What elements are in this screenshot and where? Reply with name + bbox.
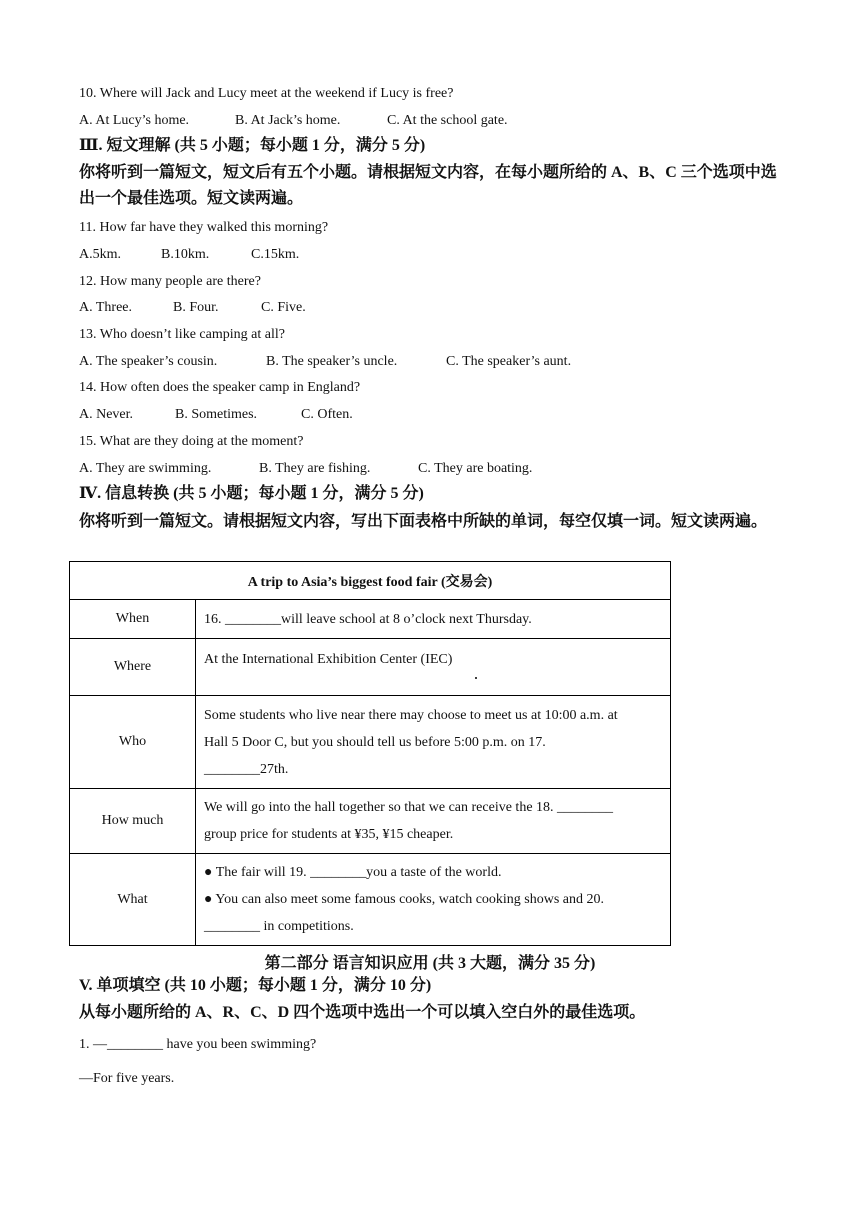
question-15: 15. What are they doing at the moment? [79, 434, 304, 449]
row-key: Who [70, 696, 196, 789]
answer-1: —For five years. [79, 1071, 175, 1086]
option-b: B.10km. [161, 247, 210, 262]
row-value [196, 639, 671, 696]
option-a: A. Never. [79, 407, 134, 422]
table-row [70, 696, 671, 789]
table-row [70, 600, 671, 639]
row-key: How much [70, 789, 196, 854]
row-key: When [70, 600, 196, 639]
table-row [70, 789, 671, 854]
option-b: B. They are fishing. [259, 461, 371, 476]
row-line: At the International Exhibition Center (IEC) [204, 652, 453, 667]
section-5-instruction: 从每小题所给的 A、R、C、D 四个选项中选出一个可以填入空白外的最佳选项。 [79, 1004, 646, 1021]
option-c: C. They are boating. [418, 461, 533, 476]
option-b: B. The speaker’s uncle. [266, 354, 398, 369]
section-3-instruction: 你将听到一篇短文，短文后有五个小题。请根据短文内容，在每小题所给的 A、B、C 三个选项中选出一个最佳选项。短文读两遍。 [79, 164, 777, 207]
table-title: A trip to Asia’s biggest food fair (交易会) [70, 562, 671, 600]
option-c: C. Often. [301, 407, 353, 422]
row-line: Some students who live near there may choose to meet us at 10:00 a.m. at [204, 707, 618, 723]
section-4-heading: Ⅳ. 信息转换 (共 5 小题；每小题 1 分，满分 5 分) [79, 485, 424, 502]
stray-dot [475, 677, 477, 679]
section-4-instruction: 你将听到一篇短文。请根据短文内容，写出下面表格中所缺的单词，每空仅填一词。短文读两遍。 [79, 513, 768, 530]
part-2-title: 第二部分 语言知识应用 (共 3 大题，满分 35 分) [264, 955, 596, 972]
table-row [70, 854, 671, 946]
section-3-heading: Ⅲ. 短文理解 (共 5 小题；每小题 1 分，满分 5 分) [79, 137, 426, 154]
section-5-heading: V. 单项填空 (共 10 小题；每小题 1 分，满分 10 分) [79, 977, 432, 994]
row-value [196, 854, 671, 946]
option-a: A. They are swimming. [79, 461, 212, 476]
question-1: 1. —________ have you been swimming? [79, 1037, 317, 1052]
option-c: C. Five. [261, 300, 306, 315]
question-10: 10. Where will Jack and Lucy meet at the weekend if Lucy is free? [79, 86, 454, 101]
question-14: 14. How often does the speaker camp in England? [79, 380, 361, 395]
row-key: What [70, 854, 196, 946]
row-line: 16. ________will leave school at 8 o’clock next Thursday. [204, 611, 532, 627]
row-line: Hall 5 Door C, but you should tell us before 5:00 p.m. on 17. [204, 734, 546, 750]
option-c: C.15km. [251, 247, 300, 262]
option-b: B. Four. [173, 300, 219, 315]
row-value [196, 789, 671, 854]
row-line: group price for students at ¥35, ¥15 cheaper. [204, 827, 454, 842]
table-row [70, 639, 671, 696]
row-value [196, 696, 671, 789]
row-line: ________27th. [204, 761, 289, 777]
option-b: B. At Jack’s home. [235, 113, 341, 128]
option-c: C. The speaker’s aunt. [446, 354, 572, 369]
row-key: Where [70, 639, 196, 696]
row-line: ● The fair will 19. ________you a taste of the world. [204, 865, 502, 880]
table-title-row [70, 562, 671, 600]
option-b: B. Sometimes. [175, 407, 258, 422]
row-line: ● You can also meet some famous cooks, watch cooking shows and 20. [204, 892, 605, 907]
row-value [196, 600, 671, 639]
row-line: We will go into the hall together so that we can receive the 18. ________ [204, 800, 614, 815]
option-a: A. At Lucy’s home. [79, 113, 190, 128]
row-line: ________ in competitions. [204, 919, 354, 934]
question-13: 13. Who doesn’t like camping at all? [79, 327, 285, 342]
question-12: 12. How many people are there? [79, 274, 261, 289]
option-a: A. The speaker’s cousin. [79, 354, 218, 369]
info-table [69, 561, 671, 946]
option-c: C. At the school gate. [387, 113, 508, 128]
option-a: A.5km. [79, 247, 121, 262]
option-a: A. Three. [79, 300, 132, 315]
question-11: 11. How far have they walked this morning? [79, 220, 329, 235]
